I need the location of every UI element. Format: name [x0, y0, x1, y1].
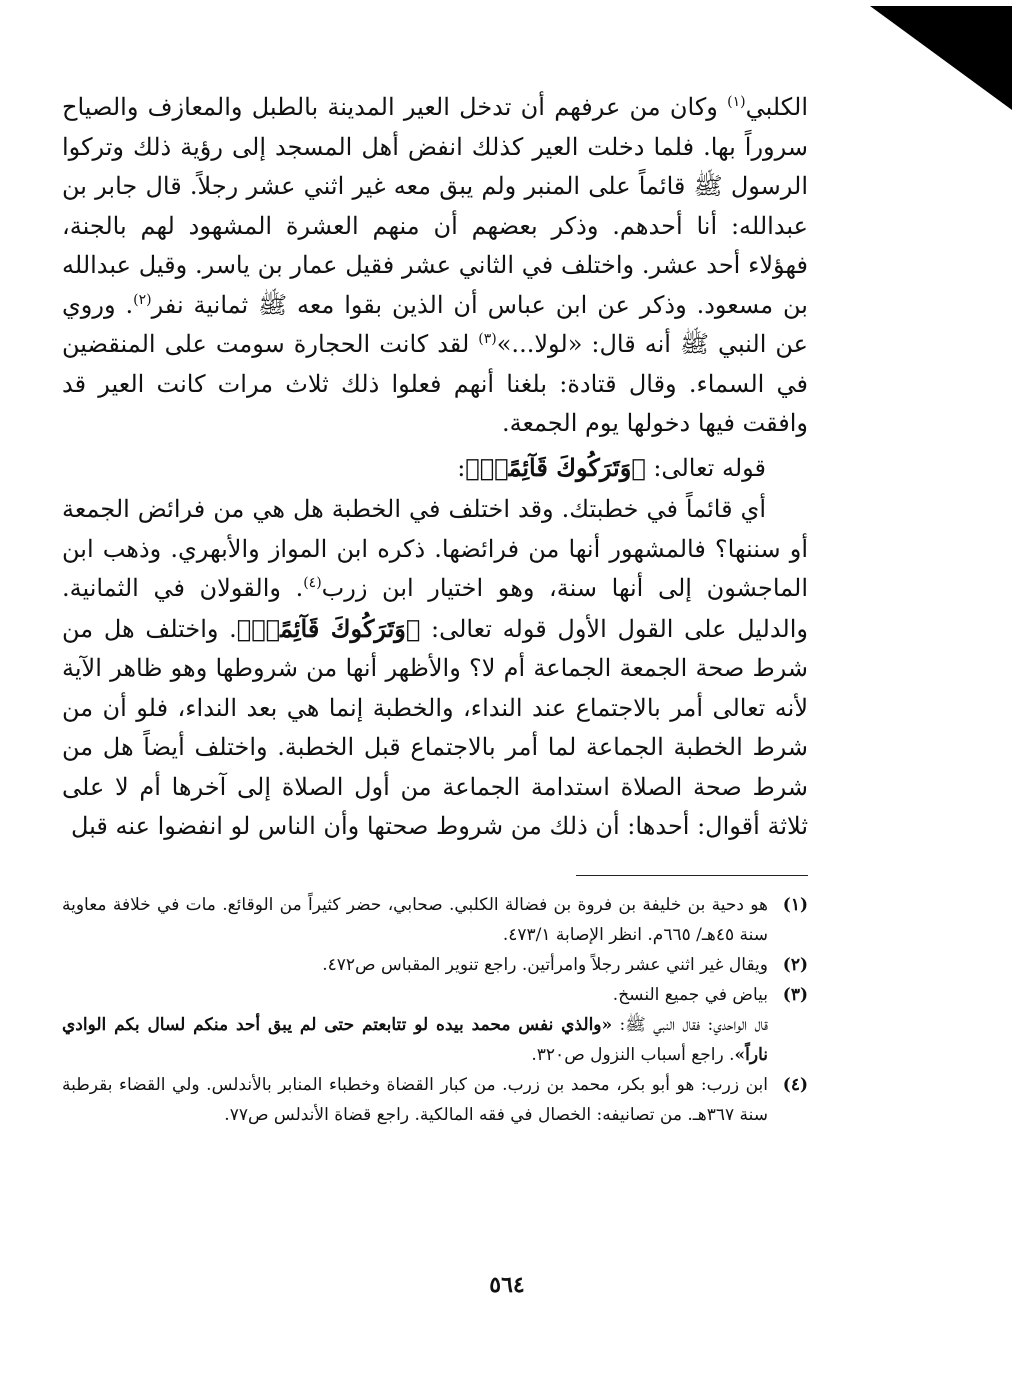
- footnote-text: هو دحية بن خليفة بن فروة بن فضالة الكلبي. صحابي، حضر كثيراً من الوقائع. مات في خلافة معاوية سنة ٤٥هـ/ ٦٦٥م. انظر الإصابة ٤٧٣/١.: [62, 894, 768, 945]
- text: . وروي عن النبي ﷺ أنه قال: «لولا...»: [62, 290, 809, 358]
- text: . والقولان في الثمانية. والدليل على القول الأول قوله تعالى:: [62, 574, 808, 643]
- footnote-text: بياض في جميع النسخ.: [612, 984, 768, 1005]
- footnote-text-block: [62, 980, 768, 1070]
- footnote-ref-3: (٣): [478, 331, 497, 347]
- footnote-ref-2: (٢): [133, 291, 152, 308]
- paragraph-2: [62, 490, 808, 847]
- heading-prefix: قوله تعالى:: [645, 453, 766, 482]
- main-text: [62, 88, 808, 847]
- footnote-extra-suffix: . راجع أسباب النزول ص٣٢٠.: [531, 1044, 735, 1065]
- text: الكلبي: [745, 93, 808, 121]
- quran-verse: ﴿وَتَرَكُوكَ قَآئِمًاۚ﴾: [236, 613, 421, 643]
- quran-verse: ﴿وَتَرَكُوكَ قَآئِمًاۚ﴾: [465, 452, 646, 482]
- footnote-3: [62, 980, 808, 1070]
- footnote-number: (٢): [782, 954, 808, 975]
- verse-heading: [62, 448, 808, 489]
- text: أي قائماً في خطبتك. وقد اختلف في الخطبة هل هي من فرائض الجمعة أو سننها؟ فالمشهور أنها من فرائضها. ذكره ابن المواز والأبهري. وذهب ابن الماجشون إلى أنها سنة، وهو اختيار ابن زرب: [62, 495, 809, 602]
- text: . واختلف هل من شرط صحة الجمعة الجماعة أم لا؟ والأظهر أنها من شروطها وهو ظاهر الآية لأنه تعالى أمر بالاجتماع عند النداء، والخطبة إنما هي بعد النداء، فلو أن من شرط الخطبة الجماعة لما أمر بالاجتماع قبل الخطبة. واختلف أيضاً هل من شرط صحة الصلاة استدامة الجماعة من أول الصلاة إلى آخرها أم لا على ثلاثة أقوال: أحدها: أن ذلك من شروط صحتها وأن الناس لو انفضوا عنه قبل: [62, 614, 808, 840]
- footnote-text: ابن زرب: هو أبو بكر، محمد بن زرب. من كبار القضاة وخطباء المنابر بالأندلس. ولي القضاء بقرطبة سنة ٣٦٧هـ. من تصانيفه: الخصال في فقه المالكية. راجع قضاة الأندلس ص٧٧.: [62, 1074, 768, 1125]
- footnote-2: [62, 950, 808, 980]
- hadith-quote: «والذي نفس محمد بيده لو تتابعتم حتى لم يبق أحد منكم لسال بكم الوادي ناراً»: [62, 1014, 768, 1065]
- text: وكان من عرفهم أن تدخل العير المدينة بالطبل والمعازف والصياح سروراً بها. فلما دخلت العير كذلك انفض أهل المسجد إلى رؤية ذلك وتركوا الرسول ﷺ قائماً على المنبر ولم يبق معه غير اثني عشر رجلاً. قال جابر بن عبدالله: أنا أحدهم. وذكر بعضهم أن منهم العشرة المشهود لهم بالجنة، فهؤلاء أحد عشر. واختلف في الثاني عشر فقيل عمار بن ياسر. وقيل عبدالله بن مسعود. وذكر عن ابن عباس أن الذين بقوا معه ﷺ ثمانية نفر: [62, 93, 808, 319]
- paragraph-1: [62, 88, 808, 444]
- heading-suffix: :: [457, 453, 466, 482]
- footnote-number: (٤): [782, 1074, 808, 1095]
- corner-triangle-mark: [864, 0, 1014, 150]
- footnote-number: (٣): [782, 984, 808, 1005]
- footnote-ref-1: (١): [727, 94, 746, 110]
- footnote-4: [62, 1070, 808, 1130]
- text: لقد كانت الحجارة سومت على المنقضين في السماء. وقال قتادة: بلغنا أنهم فعلوا ذلك ثلاث مرات كانت العير قد وافقت فيها دخولها يوم الجمعة.: [62, 330, 808, 437]
- page-number: ٥٦٤: [489, 1272, 525, 1298]
- footnote-1: [62, 890, 808, 950]
- footnote-ref-4: (٤): [303, 575, 322, 591]
- page-content: [62, 88, 808, 1130]
- footnote-text: ويقال غير اثني عشر رجلاً وامرأتين. راجع تنوير المقباس ص٤٧٢.: [322, 954, 768, 975]
- footnotes: [62, 890, 808, 1130]
- footnote-separator: [576, 875, 808, 876]
- footnote-extra-prefix: قال الواحدي: فقال النبي ﷺ:: [612, 1014, 768, 1035]
- footnote-number: (١): [782, 894, 808, 915]
